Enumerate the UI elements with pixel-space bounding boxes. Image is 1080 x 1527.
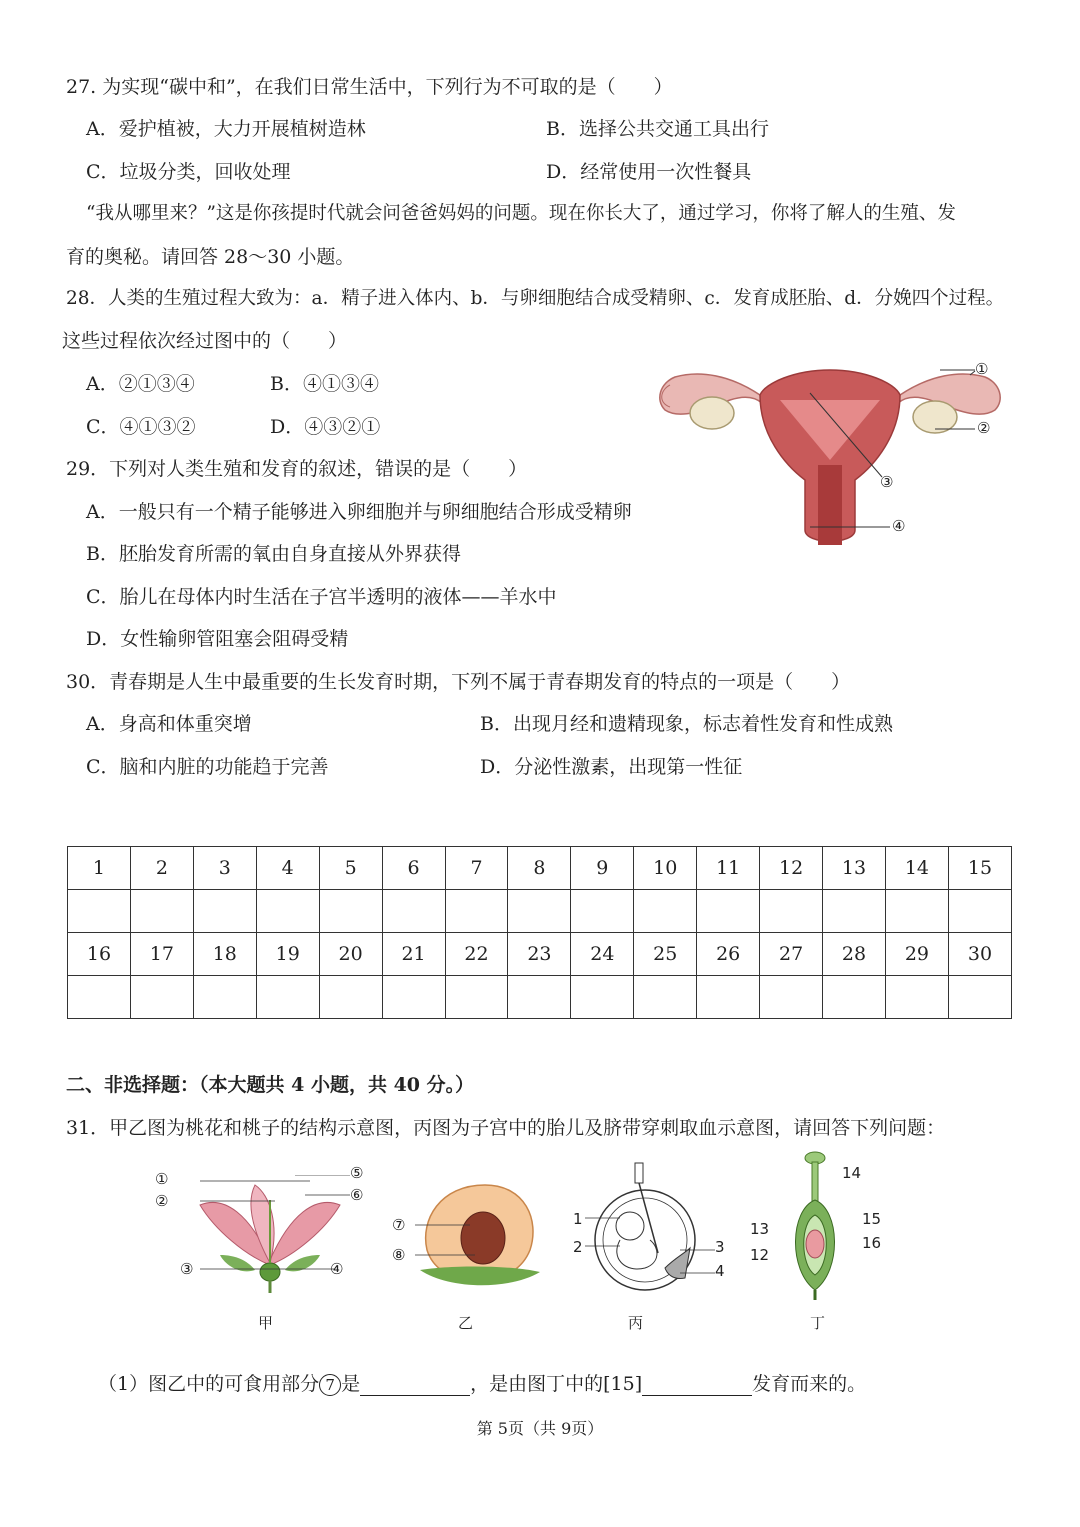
q31-sub1-blank-1[interactable]	[360, 1377, 470, 1396]
uterus-figure	[650, 355, 1010, 555]
q28-stem-2: 这些过程依次经过图中的（ ）	[62, 330, 348, 352]
fig-jia-label-2: ②	[155, 1192, 169, 1210]
answer-cell[interactable]	[697, 890, 760, 933]
answer-cell[interactable]	[130, 976, 193, 1019]
fig-ding-label-14: 14	[842, 1164, 862, 1182]
table-cell: 22	[445, 933, 508, 976]
table-cell: 3	[193, 847, 256, 890]
table-cell: 28	[823, 933, 886, 976]
table-cell: 21	[382, 933, 445, 976]
answer-table	[67, 846, 1012, 1019]
answer-cell[interactable]	[508, 890, 571, 933]
q27-option-b: B．选择公共交通工具出行	[546, 118, 769, 140]
fig-caption-jia: 甲	[258, 1314, 274, 1332]
q29-option-d: D．女性输卵管阻塞会阻碍受精	[86, 628, 349, 650]
answer-cell[interactable]	[948, 890, 1011, 933]
fig-yi-label-7: ⑦	[392, 1216, 406, 1234]
q31-sub1	[98, 1372, 866, 1396]
q31-sub1-text-b: 是	[341, 1373, 361, 1395]
answer-cell[interactable]	[948, 976, 1011, 1019]
fig-yi-label-8: ⑧	[392, 1246, 406, 1264]
table-cell: 4	[256, 847, 319, 890]
q29-option-a: A．一般只有一个精子能够进入卵细胞并与卵细胞结合形成受精卵	[86, 501, 632, 523]
answer-cell[interactable]	[571, 890, 634, 933]
table-cell: 27	[760, 933, 823, 976]
fig-ding-label-12: 12	[750, 1246, 770, 1264]
fig-jia-label-5: ⑤	[350, 1164, 364, 1182]
table-cell: 8	[508, 847, 571, 890]
answer-cell[interactable]	[634, 890, 697, 933]
answer-cell[interactable]	[382, 976, 445, 1019]
answer-cell[interactable]	[508, 976, 571, 1019]
table-cell: 7	[445, 847, 508, 890]
answer-cell[interactable]	[760, 976, 823, 1019]
fig-bing-label-2: 2	[573, 1238, 583, 1256]
table-cell: 17	[130, 933, 193, 976]
peach-fruit-illustration	[415, 1180, 545, 1290]
answer-table-header-row-2	[68, 933, 1012, 976]
table-cell: 16	[68, 933, 131, 976]
q31-sub1-circled-number: 7	[319, 1374, 341, 1396]
fig-caption-bing: 丙	[628, 1314, 644, 1332]
answer-cell[interactable]	[319, 976, 382, 1019]
q30-option-c: C．脑和内脏的功能趋于完善	[86, 756, 329, 778]
table-cell: 2	[130, 847, 193, 890]
table-cell: 25	[634, 933, 697, 976]
fig-bing-label-4: 4	[715, 1262, 725, 1280]
answer-cell[interactable]	[445, 890, 508, 933]
q30-option-d: D．分泌性激素，出现第一性征	[480, 756, 743, 778]
intro-line-1: “我从哪里来？”这是你孩提时代就会问爸爸妈妈的问题。现在你长大了，通过学习，你将了解人的生殖、发	[86, 203, 956, 224]
q28-option-a: A．②①③④	[86, 373, 195, 395]
fig-ding-label-15: 15	[862, 1210, 882, 1228]
table-cell: 19	[256, 933, 319, 976]
page-footer: 第 5页（共 9页）	[476, 1419, 604, 1438]
q31-sub1-text-c: ，是由图丁中的[15]	[470, 1373, 643, 1395]
answer-cell[interactable]	[885, 976, 948, 1019]
table-cell: 6	[382, 847, 445, 890]
table-cell: 9	[571, 847, 634, 890]
answer-table-blank-row-2[interactable]	[68, 976, 1012, 1019]
table-cell: 14	[885, 847, 948, 890]
q31-sub1-text-a: （1）图乙中的可食用部分	[98, 1373, 320, 1395]
q27-option-c: C．垃圾分类，回收处理	[86, 161, 291, 183]
fetus-umbilical-illustration	[580, 1158, 720, 1293]
q29-option-c: C．胎儿在母体内时生活在子宫半透明的液体——羊水中	[86, 586, 557, 608]
answer-cell[interactable]	[697, 976, 760, 1019]
answer-table-blank-row-1[interactable]	[68, 890, 1012, 933]
table-cell: 15	[948, 847, 1011, 890]
table-cell: 26	[697, 933, 760, 976]
intro-line-2: 育的奥秘。请回答 28～30 小题。	[66, 246, 355, 268]
q30-stem: 30．青春期是人生中最重要的生长发育时期，下列不属于青春期发育的特点的一项是（ ）	[66, 671, 851, 693]
fig-ding-label-13: 13	[750, 1220, 770, 1238]
table-cell: 18	[193, 933, 256, 976]
answer-cell[interactable]	[885, 890, 948, 933]
q27-option-d: D．经常使用一次性餐具	[546, 161, 752, 183]
q31-stem: 31．甲乙图为桃花和桃子的结构示意图，丙图为子宫中的胎儿及脐带穿刺取血示意图，请回答下列问题：	[66, 1117, 946, 1139]
fig-caption-ding: 丁	[810, 1314, 826, 1332]
answer-cell[interactable]	[193, 890, 256, 933]
answer-table-header-row-1	[68, 847, 1012, 890]
answer-cell[interactable]	[130, 890, 193, 933]
table-cell: 5	[319, 847, 382, 890]
uterus-illustration	[650, 355, 1010, 555]
q30-option-b: B．出现月经和遗精现象，标志着性发育和性成熟	[480, 713, 893, 735]
answer-cell[interactable]	[634, 976, 697, 1019]
q27-stem: 27. 为实现“碳中和”，在我们日常生活中，下列行为不可取的是（ ）	[66, 76, 673, 98]
q28-option-b: B．④①③④	[270, 373, 379, 395]
answer-cell[interactable]	[193, 976, 256, 1019]
answer-cell[interactable]	[382, 890, 445, 933]
answer-cell[interactable]	[256, 976, 319, 1019]
answer-cell[interactable]	[760, 890, 823, 933]
fig-bing-label-1: 1	[573, 1210, 583, 1228]
answer-cell[interactable]	[319, 890, 382, 933]
uterus-label-2: ②	[977, 419, 991, 437]
uterus-label-3: ③	[880, 473, 894, 491]
answer-cell[interactable]	[823, 976, 886, 1019]
table-cell: 12	[760, 847, 823, 890]
q28-option-c: C．④①③②	[86, 416, 196, 438]
q31-sub1-blank-2[interactable]	[642, 1377, 752, 1396]
q29-stem: 29．下列对人类生殖和发育的叙述，错误的是（ ）	[66, 458, 528, 480]
fig-caption-yi: 乙	[458, 1314, 474, 1332]
pistil-illustration	[780, 1150, 850, 1300]
q28-option-d: D．④③②①	[270, 416, 381, 438]
table-cell: 30	[948, 933, 1011, 976]
table-cell: 23	[508, 933, 571, 976]
table-cell: 24	[571, 933, 634, 976]
answer-cell[interactable]	[68, 976, 131, 1019]
q30-option-a: A．身高和体重突增	[86, 713, 252, 735]
table-cell: 1	[68, 847, 131, 890]
q28-stem-1: 28．人类的生殖过程大致为：a．精子进入体内、b．与卵细胞结合成受精卵、c．发育成胚胎、d．分娩四个过程。	[66, 288, 1005, 309]
uterus-label-4: ④	[892, 517, 906, 535]
answer-cell[interactable]	[68, 890, 131, 933]
answer-cell[interactable]	[445, 976, 508, 1019]
fig-ding-label-16: 16	[862, 1234, 882, 1252]
fig-jia-label-3: ③	[180, 1260, 194, 1278]
table-cell: 11	[697, 847, 760, 890]
fig-jia-label-6: ⑥	[350, 1186, 364, 1204]
answer-cell[interactable]	[256, 890, 319, 933]
q27-option-a: A．爱护植被，大力开展植树造林	[86, 118, 366, 140]
uterus-label-1: ①	[975, 360, 989, 378]
q29-option-b: B．胚胎发育所需的氧由自身直接从外界获得	[86, 543, 461, 565]
table-cell: 20	[319, 933, 382, 976]
answer-cell[interactable]	[571, 976, 634, 1019]
section-2-title: 二、非选择题：（本大题共 4 小题，共 40 分。）	[66, 1074, 475, 1096]
fig-bing-label-3: 3	[715, 1238, 725, 1256]
fig-jia-label-1: ①	[155, 1170, 169, 1188]
fig-jia-label-4: ④	[330, 1260, 344, 1278]
q31-sub1-text-d: 发育而来的。	[752, 1373, 867, 1395]
answer-cell[interactable]	[823, 890, 886, 933]
table-cell: 10	[634, 847, 697, 890]
q31-figures	[150, 1150, 900, 1340]
table-cell: 29	[885, 933, 948, 976]
table-cell: 13	[823, 847, 886, 890]
